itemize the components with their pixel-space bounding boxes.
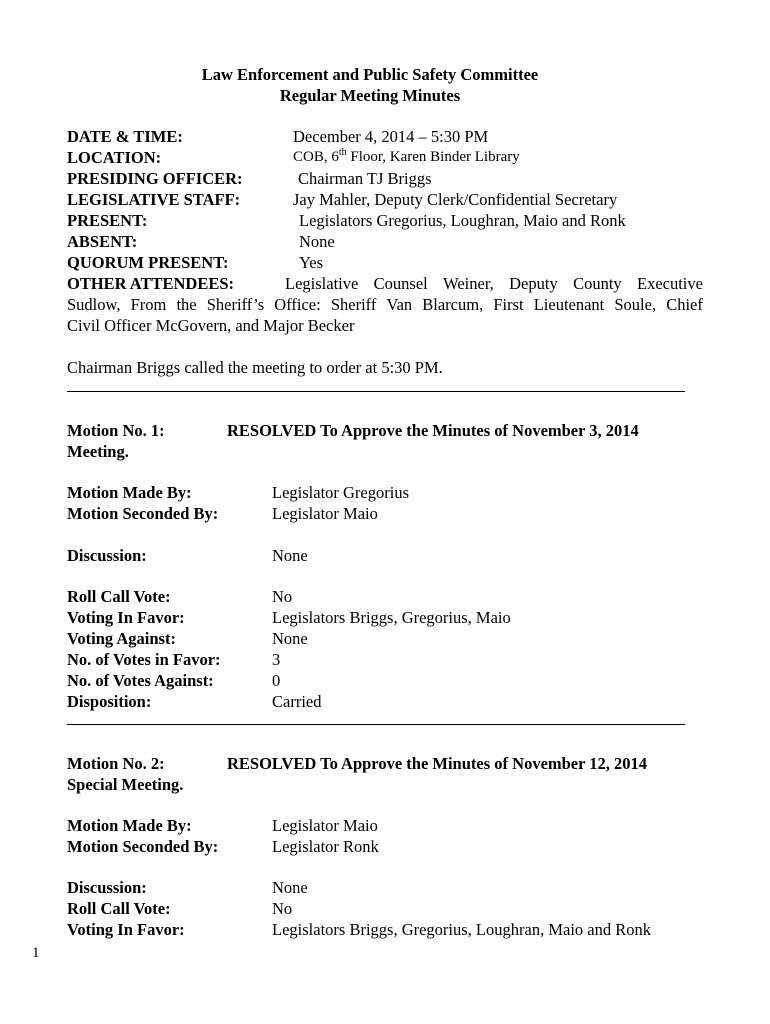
motion1-discussion-label: Discussion: <box>67 546 147 565</box>
other-attendees-line1-word: Legislative <box>285 274 359 293</box>
date-time-label: DATE & TIME: <box>67 127 183 146</box>
motion1-roll-label: Roll Call Vote: <box>67 587 171 606</box>
divider-1 <box>67 391 685 392</box>
location-pre: COB, 6 <box>293 149 339 165</box>
other-attendees-line1 <box>285 273 703 294</box>
other-attendees-line2-word: Sheriff <box>330 295 377 314</box>
other-attendees-line3: Civil Officer McGovern, and Major Becker <box>67 316 355 335</box>
location-value <box>293 147 520 168</box>
motion1-num-favor: 3 <box>272 650 281 669</box>
motion1-disposition: Carried <box>272 692 322 711</box>
motion1-resolution-cont: Meeting. <box>67 442 129 461</box>
call-to-order: Chairman Briggs called the meeting to order at 5:30 PM. <box>67 358 443 377</box>
location-label: LOCATION: <box>67 148 162 167</box>
motion1-resolution: RESOLVED To Approve the Minutes of November 3, 2014 <box>227 421 639 440</box>
motion1-num-favor-label: No. of Votes in Favor: <box>67 650 221 669</box>
legislative-staff-value: Jay Mahler, Deputy Clerk/Confidential Secretary <box>293 190 618 209</box>
motion1-seconded: Legislator Maio <box>272 504 378 523</box>
other-attendees-line2-word: Sudlow, <box>67 295 121 314</box>
other-attendees-line2-word: Van <box>386 295 413 314</box>
quorum-value: Yes <box>299 253 324 272</box>
motion2-favor-label: Voting In Favor: <box>67 920 185 939</box>
other-attendees-line2-word: Sheriff’s <box>206 295 265 314</box>
other-attendees-line2-word: First <box>493 295 524 314</box>
other-attendees-line2-row <box>67 294 703 315</box>
location-post: Floor, Karen Binder Library <box>346 149 520 165</box>
other-attendees-label: OTHER ATTENDEES: <box>67 274 235 293</box>
motion1-against-label: Voting Against: <box>67 629 176 648</box>
legislative-staff-label: LEGISLATIVE STAFF: <box>67 190 241 209</box>
motion2-made-by-label: Motion Made By: <box>67 816 192 835</box>
presiding-officer-label: PRESIDING OFFICER: <box>67 169 243 188</box>
motion1-num-against-label: No. of Votes Against: <box>67 671 214 690</box>
other-attendees-line1-word: Deputy <box>509 274 558 293</box>
other-attendees-line2-word: Chief <box>666 295 703 314</box>
other-attendees-line2-word: From <box>130 295 167 314</box>
motion1-seconded-label: Motion Seconded By: <box>67 504 219 523</box>
minutes-subtitle: Regular Meeting Minutes <box>279 86 461 105</box>
motion1-discussion: None <box>272 546 308 565</box>
other-attendees-line1-word: County <box>573 274 622 293</box>
motion2-resolution-cont: Special Meeting. <box>67 775 184 794</box>
motion1-against: None <box>272 629 308 648</box>
quorum-label: QUORUM PRESENT: <box>67 253 229 272</box>
other-attendees-line2 <box>67 294 703 315</box>
other-attendees-row <box>67 273 703 294</box>
motion1-favor: Legislators Briggs, Gregorius, Maio <box>272 608 511 627</box>
motion1-made-by-label: Motion Made By: <box>67 483 192 502</box>
motion1-favor-label: Voting In Favor: <box>67 608 185 627</box>
motion1-roll: No <box>272 587 293 606</box>
other-attendees-line2-word: the <box>176 295 197 314</box>
other-attendees-line2-word: Blarcum, <box>422 295 484 314</box>
motion1-num-against: 0 <box>272 671 281 690</box>
motion1-disposition-label: Disposition: <box>67 692 152 711</box>
motion2-seconded-label: Motion Seconded By: <box>67 837 219 856</box>
presiding-officer-value: Chairman TJ Briggs <box>298 169 432 188</box>
page-number: 1 <box>32 945 40 961</box>
absent-label: ABSENT: <box>67 232 138 251</box>
absent-value: None <box>299 232 335 251</box>
motion2-favor: Legislators Briggs, Gregorius, Loughran, Maio and Ronk <box>272 920 651 939</box>
motion2-resolution: RESOLVED To Approve the Minutes of November 12, 2014 <box>227 754 648 773</box>
date-time-value: December 4, 2014 – 5:30 PM <box>293 127 489 146</box>
motion2-seconded: Legislator Ronk <box>272 837 379 856</box>
motion2-number: Motion No. 2: <box>67 754 165 773</box>
other-attendees-line2-word: Soule, <box>614 295 657 314</box>
other-attendees-line1-word: Weiner, <box>443 274 494 293</box>
present-label: PRESENT: <box>67 211 148 230</box>
motion2-roll-label: Roll Call Vote: <box>67 899 171 918</box>
other-attendees-line2-word: Office: <box>274 295 321 314</box>
committee-title: Law Enforcement and Public Safety Committee <box>201 65 539 84</box>
motion1-number: Motion No. 1: <box>67 421 165 440</box>
other-attendees-line1-word: Counsel <box>373 274 428 293</box>
motion2-made-by: Legislator Maio <box>272 816 378 835</box>
motion1-made-by: Legislator Gregorius <box>272 483 410 502</box>
other-attendees-line2-word: Lieutenant <box>533 295 605 314</box>
motion2-roll: No <box>272 899 293 918</box>
motion2-discussion-label: Discussion: <box>67 878 147 897</box>
motion2-discussion: None <box>272 878 308 897</box>
location-sup: th <box>338 147 347 158</box>
divider-2 <box>67 724 685 725</box>
present-value: Legislators Gregorius, Loughran, Maio and Ronk <box>299 211 626 230</box>
other-attendees-line1-word: Executive <box>637 274 703 293</box>
